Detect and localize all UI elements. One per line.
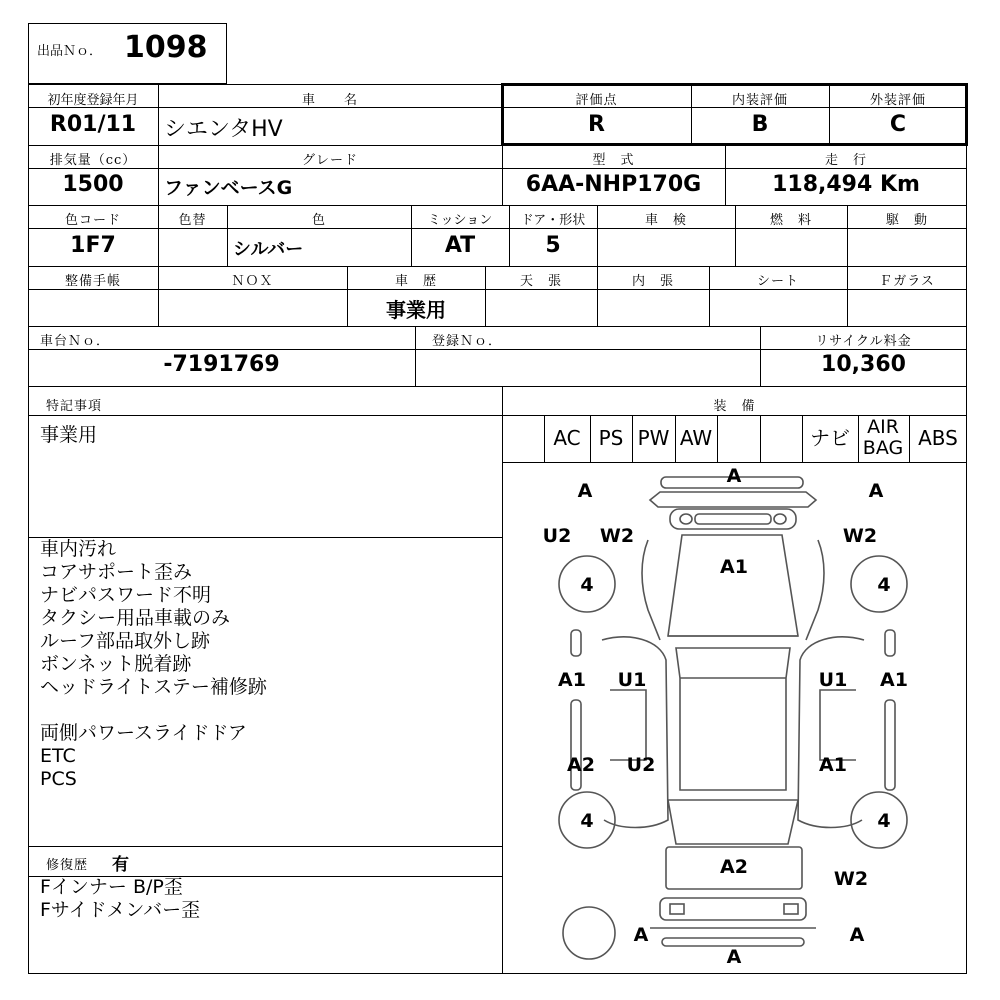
- equipment-ac: AC: [553, 426, 581, 450]
- equipment-navi: ナビ: [810, 426, 850, 450]
- roof-label: 天 張: [519, 274, 562, 289]
- remark-line: [40, 699, 267, 722]
- interior-value: B: [751, 112, 769, 137]
- color-change-label: 色替: [178, 213, 207, 228]
- chassis-label: 車台Ｎｏ．: [40, 334, 111, 349]
- recycle-label: リサイクル料金: [815, 334, 912, 349]
- registration-label: 登録Ｎｏ．: [432, 334, 503, 349]
- damage-rear-bumper: A: [726, 946, 742, 968]
- damage-left-door: U1: [617, 669, 647, 691]
- grade-value: ファンベースG: [164, 177, 293, 199]
- equipment-label: 装 備: [713, 399, 756, 414]
- recycle-value: 10,360: [821, 352, 906, 377]
- remark-line: コアサポート歪み: [40, 561, 193, 583]
- color-label: 色: [311, 213, 326, 228]
- equipment-abs: ABS: [918, 426, 958, 450]
- exterior-value: C: [889, 112, 907, 137]
- remark-line: ルーフ部品取外し跡: [40, 630, 211, 652]
- remark-line: タクシー用品車載のみ: [40, 607, 231, 629]
- remarks-top: 事業用: [40, 424, 98, 446]
- interior-lining-label: 内 張: [631, 274, 674, 289]
- color-code-label: 色コード: [64, 213, 121, 228]
- damage-fender-left-u: U2: [542, 525, 572, 547]
- repair-line: Fサイドメンバー歪: [40, 899, 201, 921]
- history-value: 事業用: [386, 298, 446, 322]
- tire-fl: 4: [580, 574, 594, 596]
- mission-value: AT: [444, 233, 476, 258]
- door-label: ドア・形状: [520, 213, 586, 228]
- tire-fr: 4: [877, 574, 891, 596]
- first-reg-label: 初年度登録年月: [47, 93, 139, 108]
- nox-label: ＮＯＸ: [231, 274, 274, 289]
- damage-left-rear-a: A2: [567, 754, 595, 776]
- chassis-value: -7191769: [163, 352, 280, 377]
- exterior-label: 外装評価: [869, 93, 926, 108]
- damage-right-rear: A1: [819, 754, 847, 776]
- interior-label: 内装評価: [731, 93, 788, 108]
- equipment-aw: AW: [679, 426, 713, 450]
- mission-label: ミッション: [427, 213, 493, 228]
- color-value: シルバー: [233, 239, 304, 260]
- lot-label: 出品Ｎｏ．: [37, 44, 103, 59]
- damage-front-bumper: A: [726, 465, 742, 487]
- repair-value: 有: [112, 855, 129, 875]
- repair-label: 修復歴: [46, 858, 89, 873]
- repair-line: Fインナー B/P歪: [40, 876, 183, 898]
- damage-fender-left-w: W2: [599, 525, 635, 547]
- score-value: R: [588, 112, 605, 137]
- first-reg-value: R01/11: [49, 112, 137, 137]
- damage-right-side: A1: [880, 669, 908, 691]
- remarks-list: [40, 538, 267, 791]
- model-label: 型 式: [592, 153, 635, 168]
- f-glass-label: Ｆガラス: [879, 274, 935, 289]
- mileage-value: 118,494 Km: [772, 172, 920, 197]
- damage-front-right-corner: A: [868, 480, 884, 502]
- model-value: 6AA-NHP170G: [525, 172, 702, 197]
- history-label: 車 歴: [394, 274, 437, 289]
- damage-left-rear-u: U2: [626, 754, 656, 776]
- car-name-value: シエンタHV: [164, 117, 283, 142]
- equipment-airbag: AIR BAG: [862, 416, 904, 459]
- remark-line: PCS: [40, 768, 77, 790]
- remark-line: ヘッドライトステー補修跡: [40, 676, 267, 698]
- remark-line: ボンネット脱着跡: [40, 653, 192, 675]
- maintenance-label: 整備手帳: [64, 274, 121, 289]
- seat-label: シート: [756, 274, 799, 289]
- damage-rear-right-corner: A: [849, 924, 865, 946]
- lot-number: 1098: [124, 30, 208, 65]
- damage-rear-window: A2: [720, 856, 748, 878]
- damage-front-left-corner: A: [577, 480, 593, 502]
- grade-label: グレード: [301, 153, 358, 168]
- displacement-label: 排気量（cc）: [49, 153, 137, 168]
- door-value: 5: [545, 233, 561, 258]
- damage-right-quarter: W2: [833, 868, 869, 890]
- remarks-label: 特記事項: [46, 399, 103, 414]
- displacement-value: 1500: [62, 172, 124, 197]
- damage-fender-right-w: W2: [842, 525, 878, 547]
- tire-rr: 4: [877, 810, 891, 832]
- remark-line: ナビパスワード不明: [40, 584, 212, 606]
- damage-right-door: U1: [818, 669, 848, 691]
- remark-line: ETC: [40, 745, 76, 767]
- mileage-label: 走 行: [824, 153, 867, 168]
- equipment-pw: PW: [637, 426, 670, 450]
- car-name-label: 車 名: [301, 93, 358, 108]
- damage-hood: A1: [720, 556, 748, 578]
- damage-left-side: A1: [558, 669, 586, 691]
- tire-rl: 4: [580, 810, 594, 832]
- equipment-ps: PS: [598, 426, 624, 450]
- fuel-label: 燃 料: [769, 213, 812, 228]
- damage-rear-left-corner: A: [633, 924, 649, 946]
- color-code-value: 1F7: [70, 233, 116, 258]
- drive-label: 駆 動: [885, 213, 928, 228]
- remark-line: 両側パワースライドドア: [40, 722, 247, 744]
- remark-line: 車内汚れ: [40, 538, 117, 560]
- score-label: 評価点: [575, 93, 618, 108]
- inspection-label: 車 検: [644, 213, 687, 228]
